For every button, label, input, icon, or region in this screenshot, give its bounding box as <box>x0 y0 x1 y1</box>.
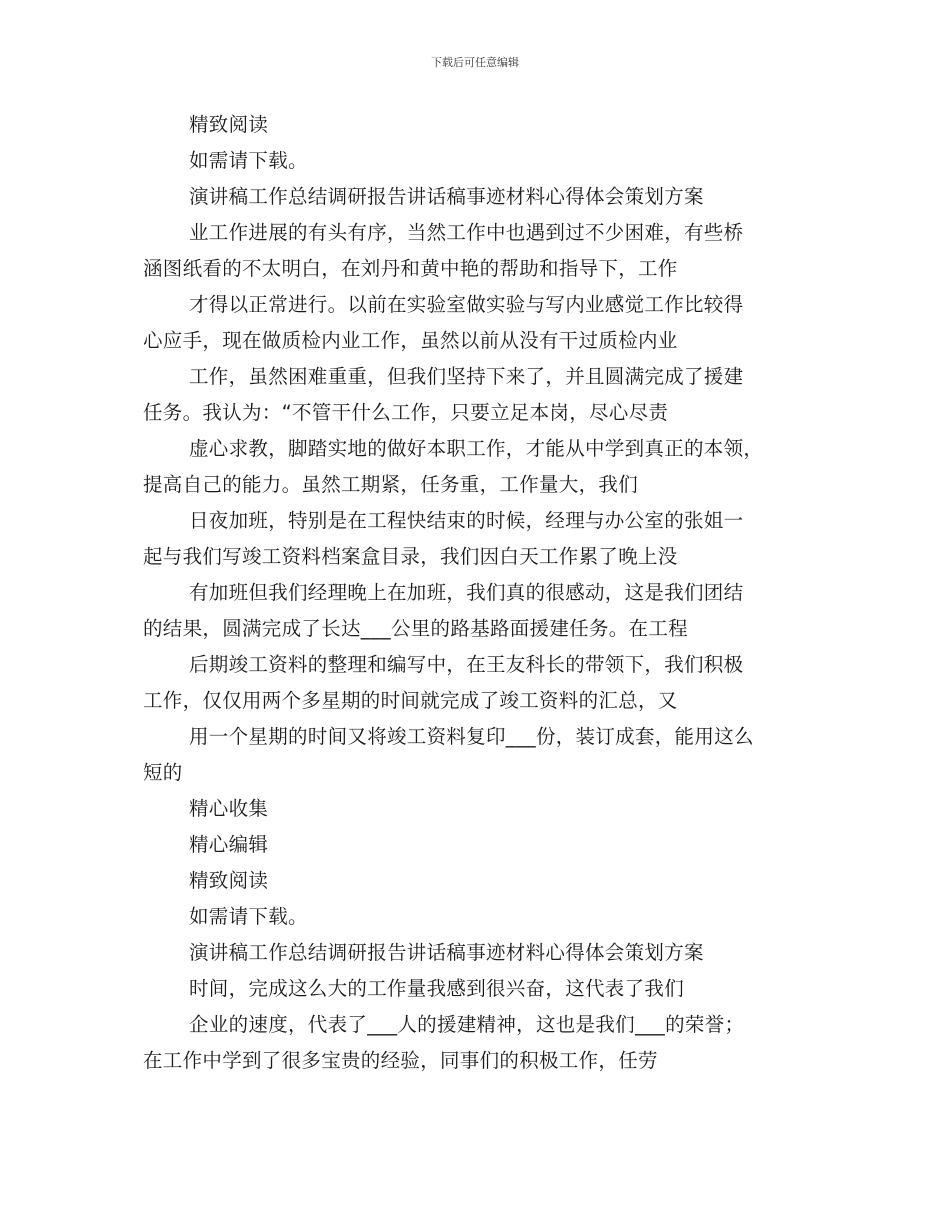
document-body <box>143 112 813 1074</box>
text-line: 短的 <box>143 761 183 784</box>
text-line: 虚心求教，脚踏实地的做好本职工作，才能从中学到真正的本领， <box>189 437 764 460</box>
text-line: 业工作进展的有头有序，当然工作中也遇到过不少困难，有些桥 <box>189 221 744 244</box>
text-line: 涵图纸看的不太明白，在刘丹和黄中艳的帮助和指导下，工作 <box>143 257 678 280</box>
text-line: 提高自己的能力。虽然工期紧，任务重，工作量大，我们 <box>143 473 639 496</box>
text-line: 演讲稿工作总结调研报告讲话稿事迹材料心得体会策划方案 <box>189 185 704 208</box>
text-line: 日夜加班，特别是在工程快结束的时候，经理与办公室的张姐一 <box>189 509 744 532</box>
text-line: 演讲稿工作总结调研报告讲话稿事迹材料心得体会策划方案 <box>189 941 704 964</box>
text-line: 精心收集 <box>189 797 269 820</box>
text-line: 工作，仅仅用两个多星期的时间就完成了竣工资料的汇总，又 <box>143 689 678 712</box>
text-line: 任务。我认为：“不管干什么工作，只要立足本岗，尽心尽责 <box>143 401 669 424</box>
text-line: 才得以正常进行。以前在实验室做实验与写内业感觉工作比较得 <box>189 293 744 316</box>
text-line: 如需请下载。 <box>189 149 308 172</box>
text-line: 后期竣工资料的整理和编写中，在王友科长的带领下，我们积极 <box>189 653 744 676</box>
text-line: 精致阅读 <box>189 869 269 892</box>
page-header: 下载后可任意编辑 <box>431 56 519 69</box>
text-line: 起与我们写竣工资料档案盒目录，我们因白天工作累了晚上没 <box>143 545 678 568</box>
text-line: 用一个星期的时间又将竣工资料复印___份，装订成套，能用这么 <box>189 725 754 748</box>
text-line: 企业的速度，代表了___人的援建精神，这也是我们___的荣誉； <box>189 1013 745 1036</box>
text-line: 心应手，现在做质检内业工作，虽然以前从没有干过质检内业 <box>143 329 678 352</box>
text-line: 精致阅读 <box>189 113 269 136</box>
text-line: 的结果，圆满完成了长达___公里的路基路面援建任务。在工程 <box>143 617 688 640</box>
text-line: 精心编辑 <box>189 833 269 856</box>
text-line: 在工作中学到了很多宝贵的经验，同事们的积极工作，任劳 <box>143 1049 658 1072</box>
text-line: 如需请下载。 <box>189 905 308 928</box>
text-line: 有加班但我们经理晚上在加班，我们真的很感动，这是我们团结 <box>189 581 744 604</box>
text-line: 工作，虽然困难重重，但我们坚持下来了，并且圆满完成了援建 <box>189 365 744 388</box>
text-line: 时间，完成这么大的工作量我感到很兴奋，这代表了我们 <box>189 977 685 1000</box>
